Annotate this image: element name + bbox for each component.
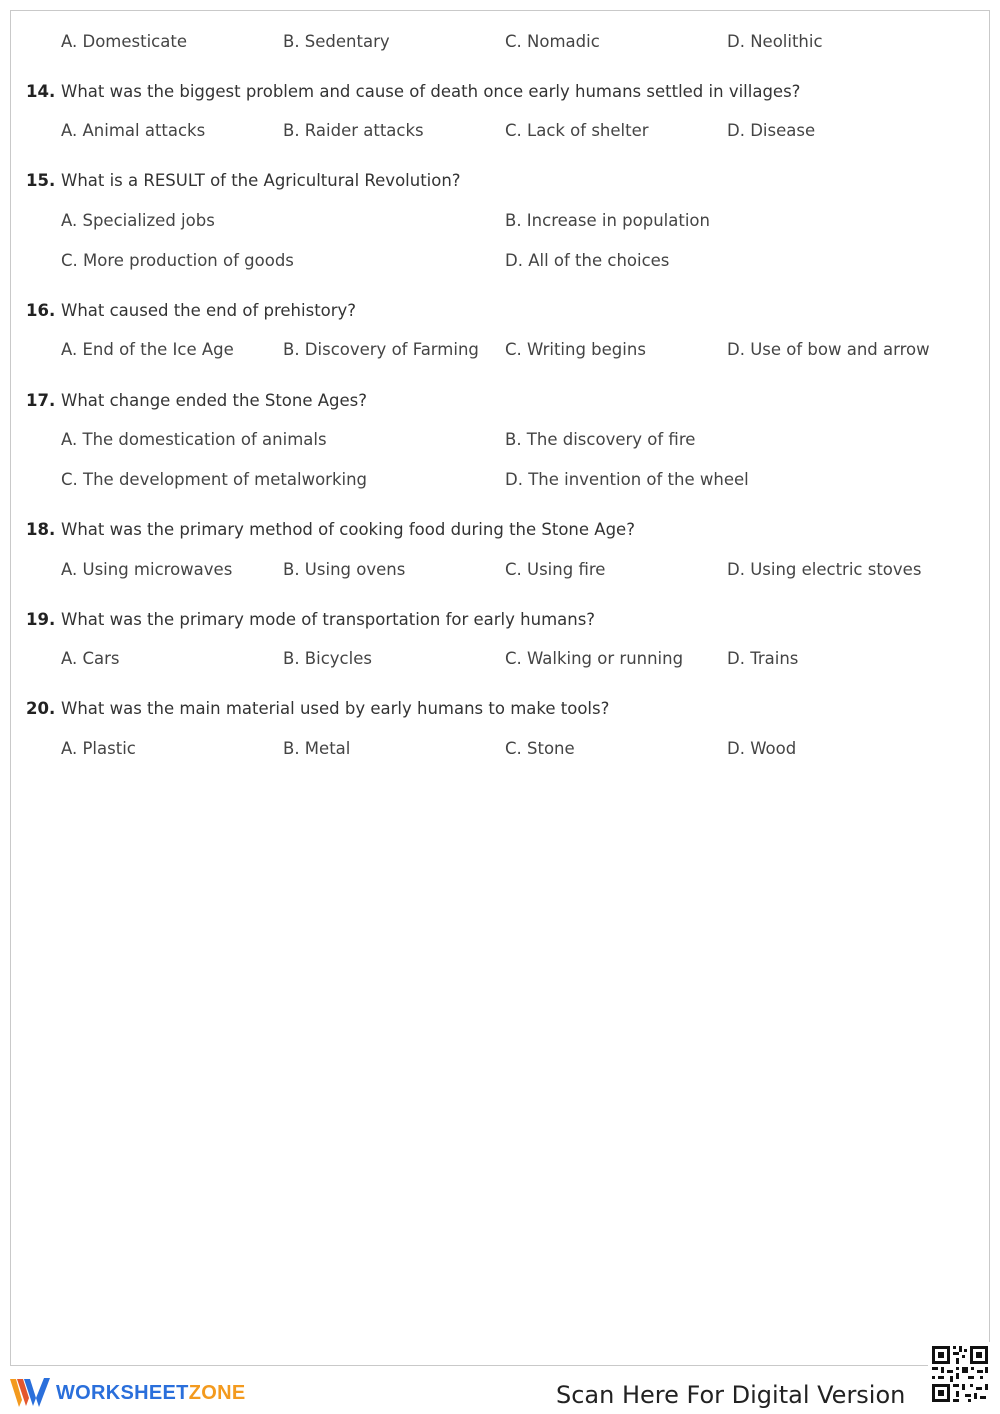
choice-b[interactable]: B. The discovery of fire bbox=[505, 430, 696, 449]
choice-d[interactable]: D. Using electric stoves bbox=[727, 560, 922, 579]
worksheetzone-logo[interactable] bbox=[10, 1376, 270, 1410]
logo-w-icon bbox=[10, 1376, 50, 1410]
question-number: 20. bbox=[26, 699, 56, 718]
logo-wordmark bbox=[56, 1380, 245, 1406]
choice-c[interactable]: C. The development of metalworking bbox=[61, 470, 368, 489]
question-number: 15. bbox=[26, 171, 56, 190]
question-text: What was the primary mode of transportation for early humans? bbox=[61, 610, 596, 629]
question-number: 16. bbox=[26, 301, 56, 320]
choice-d[interactable]: D. Neolithic bbox=[727, 32, 823, 51]
question-number: 14. bbox=[26, 82, 56, 101]
choice-a[interactable]: A. The domestication of animals bbox=[61, 430, 327, 449]
question-number: 17. bbox=[26, 391, 56, 410]
choices-row-17a bbox=[0, 428, 1000, 452]
logo-word-worksheet: WORKSHEET bbox=[56, 1382, 189, 1404]
choice-b[interactable]: B. Using ovens bbox=[283, 560, 406, 579]
choice-c[interactable]: C. Walking or running bbox=[505, 649, 684, 668]
choice-c[interactable]: C. Stone bbox=[505, 739, 575, 758]
question-number: 18. bbox=[26, 520, 56, 539]
choices-row-15a bbox=[0, 209, 1000, 233]
choices-row-17b bbox=[0, 468, 1000, 492]
choice-a[interactable]: A. Using microwaves bbox=[61, 560, 233, 579]
question-16 bbox=[0, 298, 1000, 324]
choice-d[interactable]: D. Use of bow and arrow bbox=[727, 340, 930, 359]
choice-a[interactable]: A. Domesticate bbox=[61, 32, 187, 51]
choice-c[interactable]: C. Using fire bbox=[505, 560, 606, 579]
question-20 bbox=[0, 696, 1000, 722]
choice-c[interactable]: C. Lack of shelter bbox=[505, 121, 649, 140]
choice-d[interactable]: D. The invention of the wheel bbox=[505, 470, 749, 489]
choice-b[interactable]: B. Increase in population bbox=[505, 211, 710, 230]
choices-row-20 bbox=[0, 737, 1000, 761]
question-number: 19. bbox=[26, 610, 56, 629]
choices-row-18 bbox=[0, 558, 1000, 582]
choice-a[interactable]: A. Specialized jobs bbox=[61, 211, 215, 230]
question-text: What was the primary method of cooking food during the Stone Age? bbox=[61, 520, 635, 539]
choice-d[interactable]: D. Trains bbox=[727, 649, 799, 668]
choice-c[interactable]: C. Nomadic bbox=[505, 32, 600, 51]
question-19 bbox=[0, 607, 1000, 633]
choices-row-16 bbox=[0, 338, 1000, 362]
qr-code-icon[interactable] bbox=[928, 1342, 992, 1406]
choice-d[interactable]: D. Disease bbox=[727, 121, 816, 140]
choice-c[interactable]: C. More production of goods bbox=[61, 251, 294, 270]
choice-b[interactable]: B. Discovery of Farming bbox=[283, 340, 479, 359]
question-14 bbox=[0, 79, 1000, 105]
question-text: What was the biggest problem and cause of death once early humans settled in villages? bbox=[61, 82, 801, 101]
choice-c[interactable]: C. Writing begins bbox=[505, 340, 646, 359]
choices-row-14 bbox=[0, 119, 1000, 143]
question-18 bbox=[0, 517, 1000, 543]
logo-word-zone: ZONE bbox=[188, 1382, 246, 1404]
choice-a[interactable]: A. Plastic bbox=[61, 739, 136, 758]
question-text: What was the main material used by early humans to make tools? bbox=[61, 699, 610, 718]
choice-b[interactable]: B. Raider attacks bbox=[283, 121, 424, 140]
choice-b[interactable]: B. Metal bbox=[283, 739, 351, 758]
question-17 bbox=[0, 388, 1000, 414]
choice-a[interactable]: A. End of the Ice Age bbox=[61, 340, 234, 359]
question-text: What is a RESULT of the Agricultural Revolution? bbox=[61, 171, 461, 190]
choice-a[interactable]: A. Cars bbox=[61, 649, 120, 668]
choice-d[interactable]: D. All of the choices bbox=[505, 251, 670, 270]
choice-d[interactable]: D. Wood bbox=[727, 739, 797, 758]
question-text: What caused the end of prehistory? bbox=[61, 301, 357, 320]
choice-a[interactable]: A. Animal attacks bbox=[61, 121, 206, 140]
choice-b[interactable]: B. Bicycles bbox=[283, 649, 372, 668]
question-15 bbox=[0, 168, 1000, 194]
question-text: What change ended the Stone Ages? bbox=[61, 391, 367, 410]
choices-row-15b bbox=[0, 249, 1000, 273]
choices-row-carryover bbox=[0, 30, 1000, 54]
choices-row-19 bbox=[0, 647, 1000, 671]
choice-b[interactable]: B. Sedentary bbox=[283, 32, 390, 51]
scan-here-text: Scan Here For Digital Version bbox=[556, 1381, 906, 1409]
